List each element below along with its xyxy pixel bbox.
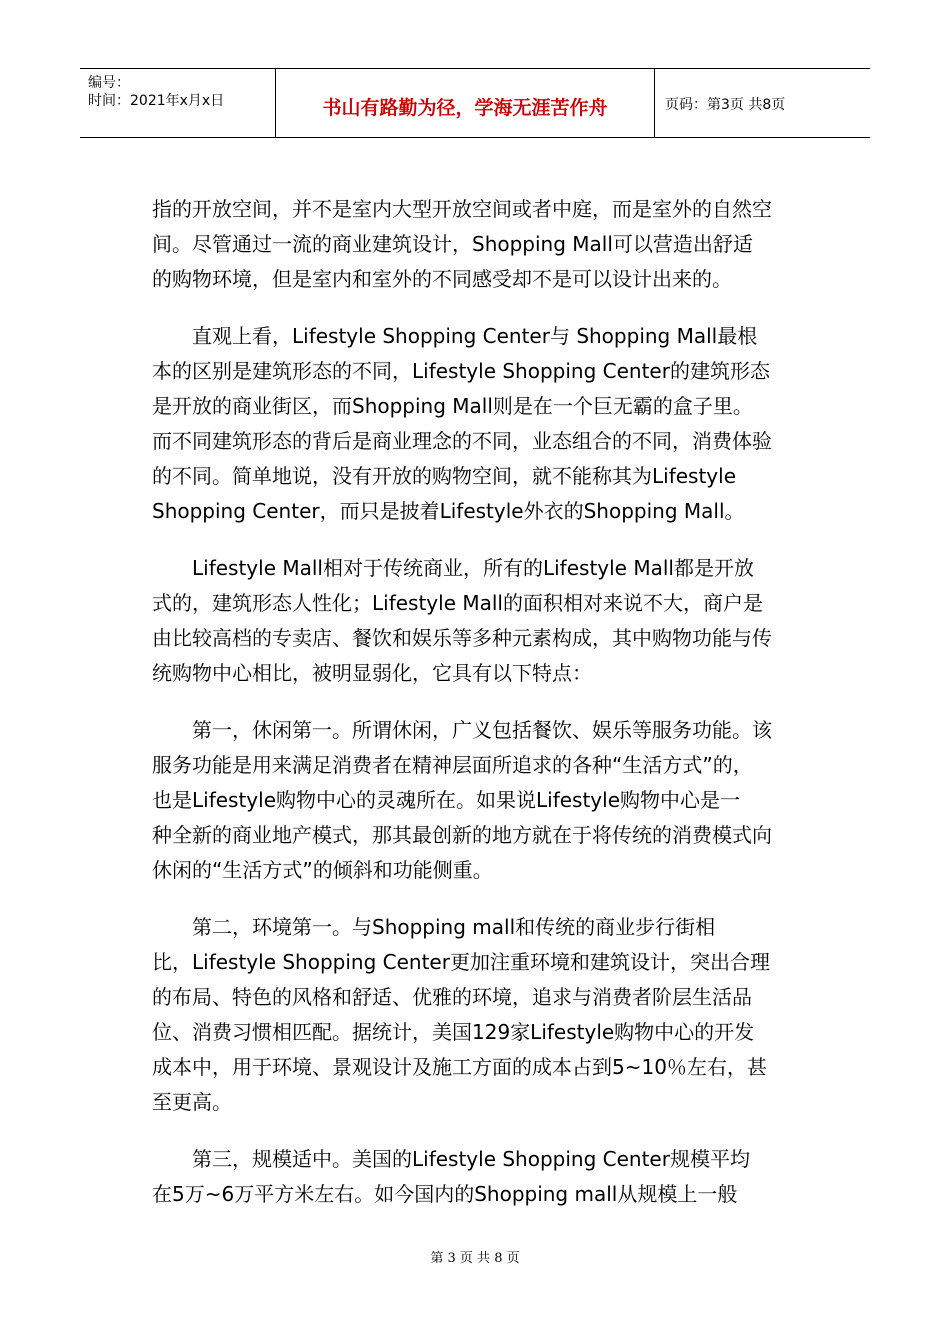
paragraph — [152, 192, 802, 297]
paragraph-line: 由比较高档的专卖店、餐饮和娱乐等多种元素构成，其中购物功能与传 — [152, 626, 772, 650]
paragraph-line: Shopping Center，而只是披着Lifestyle外衣的Shopping Mall。 — [152, 499, 745, 523]
paragraph-line: 统购物中心相比，被明显弱化，它具有以下特点： — [152, 661, 592, 685]
paragraph-line: 成本中，用于环境、景观设计及施工方面的成本占到5~10％左右，甚 — [152, 1055, 767, 1079]
paragraph-line: Lifestyle Mall相对于传统商业，所有的Lifestyle Mall都是开放 — [152, 556, 754, 580]
paragraph-line: 的购物环境，但是室内和室外的不同感受却不是可以设计出来的。 — [152, 267, 732, 291]
header-motto-cell — [276, 69, 655, 137]
paragraph — [152, 910, 802, 1120]
header-motto: 书山有路勤为径，学海无涯苦作舟 — [322, 97, 608, 119]
paragraph-line: 休闲的“生活方式”的倾斜和功能侧重。 — [152, 858, 493, 882]
document-body — [152, 192, 802, 1234]
paragraph-line: 服务功能是用来满足消费者在精神层面所追求的各种“生活方式”的， — [152, 753, 753, 777]
paragraph-line: 至更高。 — [152, 1090, 232, 1114]
header-page-code: 页码：第3页 共8页 — [665, 97, 786, 113]
paragraph-line: 在5万~6万平方米左右。如今国内的Shopping mall从规模上一般 — [152, 1182, 738, 1206]
document-number-label: 编号： — [88, 75, 130, 91]
document-time-label: 时间：2021年x月x日 — [88, 93, 225, 109]
paragraph-line: 间。尽管通过一流的商业建筑设计，Shopping Mall可以营造出舒适 — [152, 232, 753, 256]
page-footer: 第 3 页 共 8 页 — [430, 1251, 520, 1266]
paragraph-line: 式的，建筑形态人性化；Lifestyle Mall的面积相对来说不大，商户是 — [152, 591, 763, 615]
paragraph-line: 直观上看，Lifestyle Shopping Center与 Shopping Mall最根 — [152, 324, 758, 348]
paragraph — [152, 713, 802, 888]
paragraph-line: 第一，休闲第一。所谓休闲，广义包括餐饮、娱乐等服务功能。该 — [152, 718, 772, 742]
paragraph-line: 是开放的商业街区，而Shopping Mall则是在一个巨无霸的盒子里。 — [152, 394, 753, 418]
paragraph-line: 种全新的商业地产模式，那其最创新的地方就在于将传统的消费模式向 — [152, 823, 772, 847]
document-header — [80, 68, 870, 138]
header-page-cell — [655, 69, 870, 137]
paragraph-line: 比，Lifestyle Shopping Center更加注重环境和建筑设计，突出合理 — [152, 950, 770, 974]
paragraph-line: 第二，环境第一。与Shopping mall和传统的商业步行街相 — [152, 915, 716, 939]
paragraph-line: 而不同建筑形态的背后是商业理念的不同，业态组合的不同，消费体验 — [152, 429, 772, 453]
paragraph-line: 本的区别是建筑形态的不同，Lifestyle Shopping Center的建筑形态 — [152, 359, 770, 383]
paragraph-line: 的不同。简单地说，没有开放的购物空间，就不能称其为Lifestyle — [152, 464, 737, 488]
paragraph-line: 指的开放空间，并不是室内大型开放空间或者中庭，而是室外的自然空 — [152, 197, 772, 221]
paragraph — [152, 1142, 802, 1212]
paragraph — [152, 319, 802, 529]
paragraph — [152, 551, 802, 691]
paragraph-line: 也是Lifestyle购物中心的灵魂所在。如果说Lifestyle购物中心是一 — [152, 788, 741, 812]
header-meta-cell — [80, 69, 276, 137]
paragraph-line: 的布局、特色的风格和舒适、优雅的环境，追求与消费者阶层生活品 — [152, 985, 752, 1009]
paragraph-line: 第三，规模适中。美国的Lifestyle Shopping Center规模平均 — [152, 1147, 750, 1171]
paragraph-line: 位、消费习惯相匹配。据统计，美国129家Lifestyle购物中心的开发 — [152, 1020, 755, 1044]
